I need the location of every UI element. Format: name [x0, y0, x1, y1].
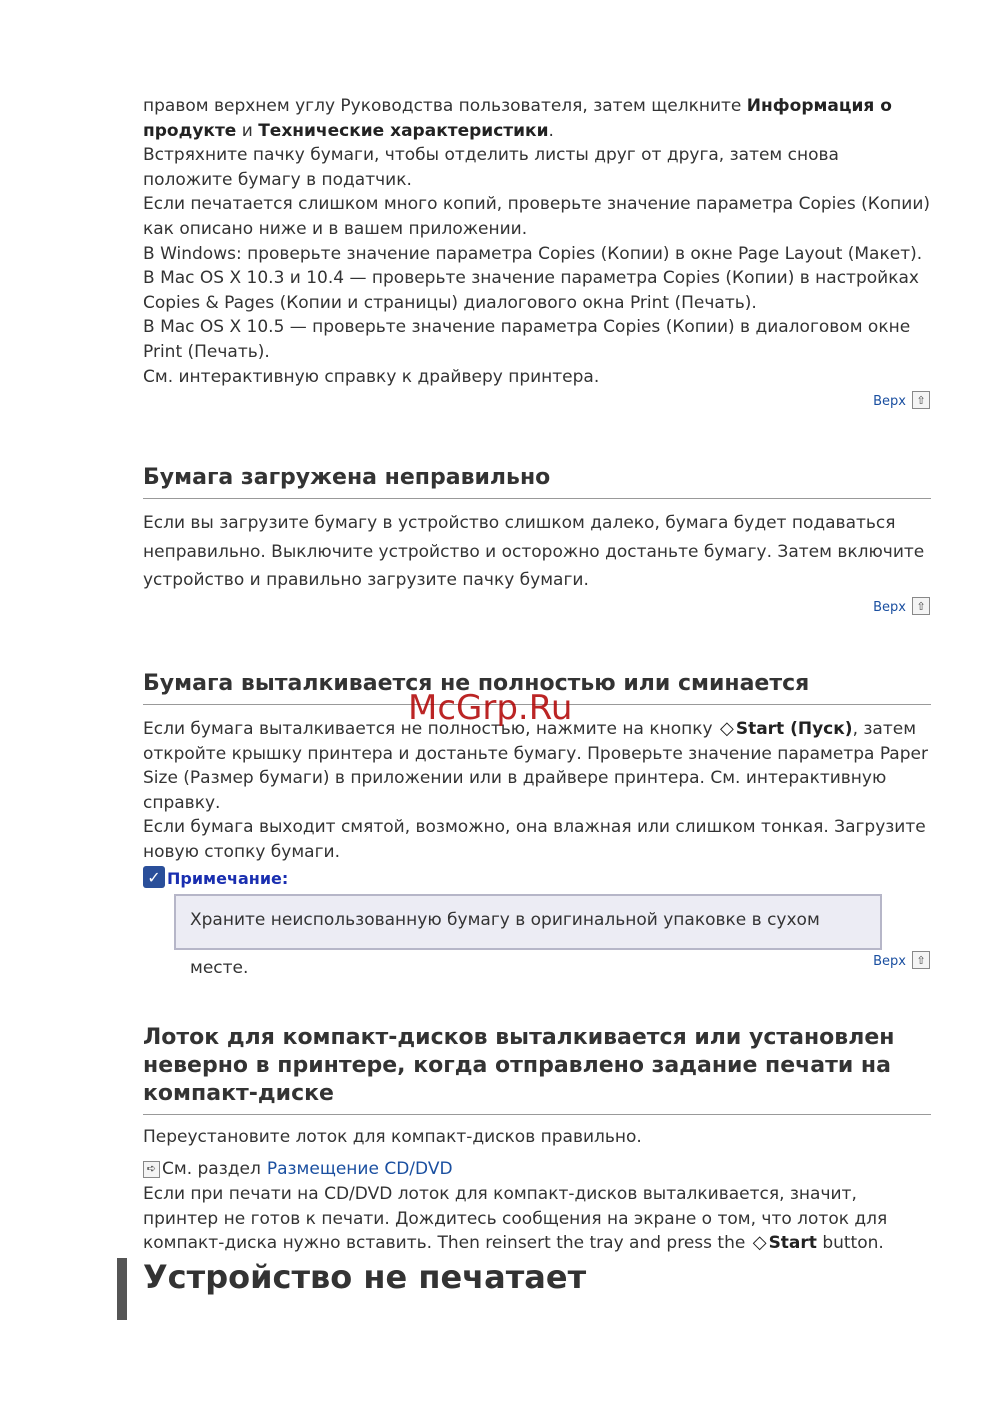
chapter-title: Устройство не печатает: [143, 1258, 587, 1296]
note-box: Храните неиспользованную бумагу в оригинальной упаковке в сухом месте.: [174, 894, 882, 950]
section-title-cd-tray: Лоток для компакт-дисков выталкивается или установлен неверно в принтере, когда отправлено задание печати на компакт-диске: [143, 1024, 931, 1115]
back-to-top-link[interactable]: [873, 951, 930, 969]
intro-paragraph: правом верхнем углу Руководства пользователя, затем щелкните Информация о продукте и Технические характеристики. Встряхните пачку бумаги, чтобы отделить листы друг от друга, затем снова положите бумагу в податчик. Если печатается слишком много копий, проверьте значение параметра Copies (Копии) как описано ниже и в вашем приложении. В Windows: проверьте значение параметра Copies (Копии) в окне Page Layout (Макет). В Mac OS X 10.3 и 10.4 — проверьте значение параметра Copies (Копии) в настройках Copies & Pages (Копии и страницы) диалогового окна Print (Печать). В Mac OS X 10.5 — проверьте значение параметра Copies (Копии) в диалоговом окне Print (Печать). См. интерактивную справку к драйверу принтера.: [143, 96, 931, 387]
section-body-paper-ejected: Если бумага выталкивается не полностью, нажмите на кнопку ◇ Start (Пуск), затем откройте крышку принтера и достаньте бумагу. Проверьте значение параметра Paper Size (Размер бумаги) в приложении или в драйвере принтера. См. интерактивную справку. Если бумага выходит смятой, возможно, она влажная или слишком тонкая. Загрузите новую стопку бумаги.: [143, 718, 928, 862]
back-to-top-link[interactable]: [873, 597, 930, 615]
note-heading: [143, 866, 288, 888]
section-body-paper-loaded: Если вы загрузите бумагу в устройство слишком далеко, бумага будет подаваться неправильно. Выключите устройство и осторожно достаньте бумагу. Затем включите устройство и правильно загрузите пачку бумаги.: [143, 513, 925, 590]
up-arrow-icon[interactable]: ⇧: [912, 951, 930, 969]
up-arrow-icon[interactable]: ⇧: [912, 597, 930, 615]
section-title-paper-ejected: Бумага выталкивается не полностью или сминается: [143, 670, 931, 705]
start-button-icon: ◇: [719, 718, 734, 739]
watermark: McGrp.Ru: [408, 688, 573, 728]
reference-text: См. раздел: [162, 1159, 261, 1179]
section-body-cd-tray-2: Если при печати на CD/DVD лоток для компакт-дисков выталкивается, значит, принтер не готов к печати. Дождитесь сообщения на экране о том, что лоток для компакт-диска нужно вставить. Then reinsert the tray and press the ◇ Start button.: [143, 1182, 933, 1256]
cross-reference: [143, 1157, 453, 1181]
start-button-icon: ◇: [752, 1232, 767, 1254]
note-title: Примечание:: [167, 869, 289, 888]
back-to-top-label[interactable]: Верх: [873, 394, 906, 409]
chapter-marker-bar: [117, 1258, 127, 1320]
back-to-top-label[interactable]: Верх: [873, 954, 906, 969]
back-to-top-label[interactable]: Верх: [873, 600, 906, 615]
section-body-cd-tray: Переустановите лоток для компакт-дисков правильно.: [143, 1127, 642, 1147]
checkmark-icon: ✓: [143, 866, 165, 888]
up-arrow-icon[interactable]: ⇧: [912, 391, 930, 409]
reference-arrow-icon: ➪: [143, 1161, 160, 1178]
cd-dvd-placement-link[interactable]: Размещение CD/DVD: [266, 1159, 453, 1179]
back-to-top-link[interactable]: [873, 391, 930, 409]
section-title-paper-loaded: Бумага загружена неправильно: [143, 464, 931, 499]
